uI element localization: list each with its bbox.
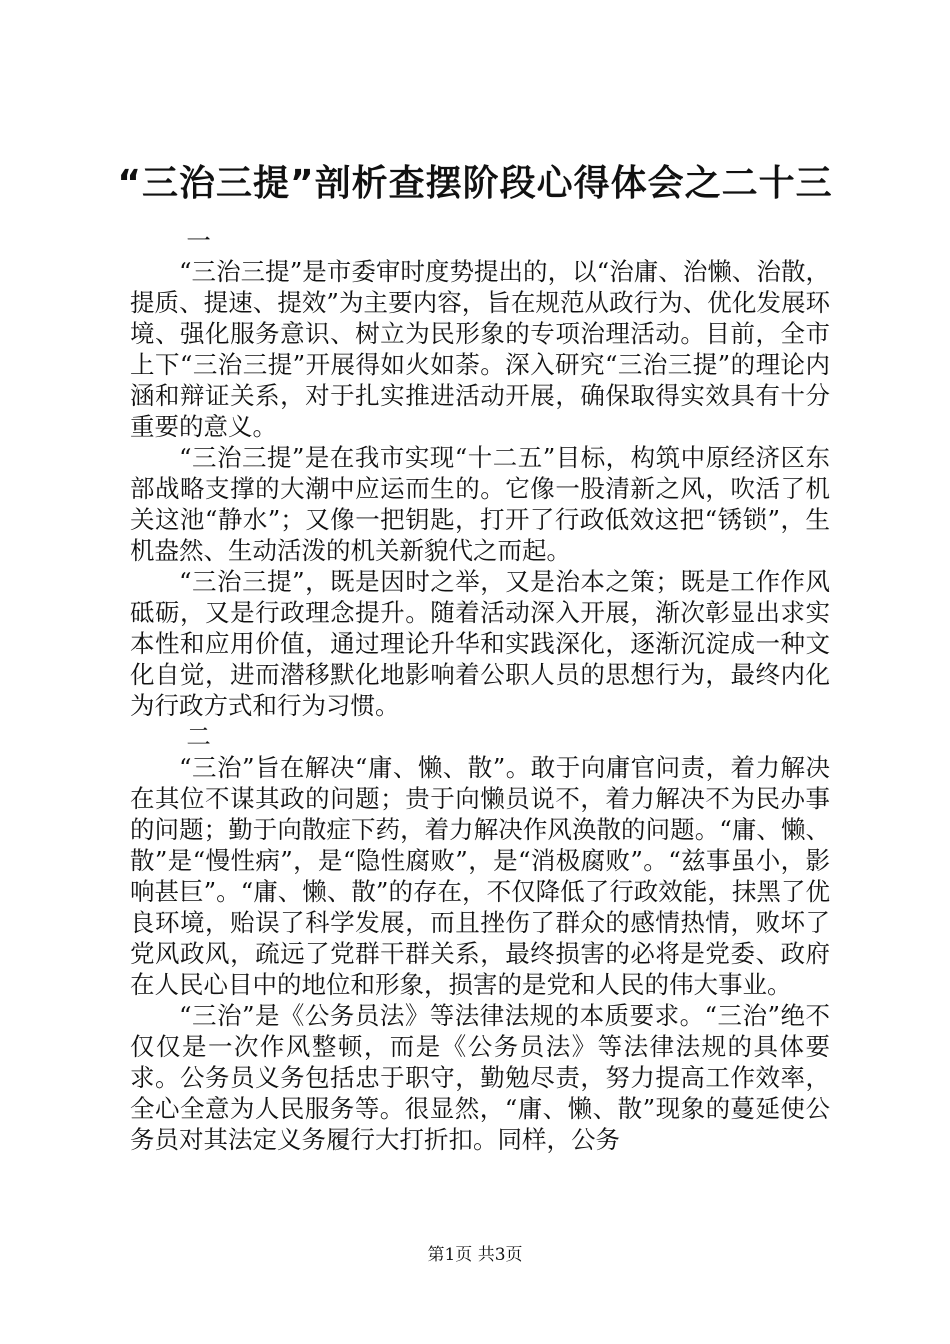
body-paragraph: “三治”旨在解决“庸、懒、散”。敢于向庸官问责，着力解决在其位不谋其政的问题；贵于向懒员说不，着力解决不为民办事的问题；勤于向散症下药，着力解决作风涣散的问题。“庸、懒、散”是“慢性病”，是“隐性腐败”，是“消极腐败”。“兹事虽小，影响甚巨”。“庸、懒、散”的存在，不仅降低了行政效能，抹黑了优良环境，贻误了科学发展，而且挫伤了群众的感情热情，败坏了党风政风，疏远了党群干群关系，最终损害的必将是党委、政府在人民心目中的地位和形象，损害的是党和人民的伟大事业。 xyxy=(130,753,830,999)
document-body xyxy=(130,225,830,1155)
body-paragraph: “三治三提”是在我市实现“十二五”目标，构筑中原经济区东部战略支撑的大潮中应运而生的。它像一股清新之风，吹活了机关这池“静水”；又像一把钥匙，打开了行政低效这把“锈锁”，生机盎然、生动活泼的机关新貌代之而起。 xyxy=(130,443,830,565)
body-paragraph: “三治”是《公务员法》等法律法规的本质要求。“三治”绝不仅仅是一次作风整顿，而是《公务员法》等法律法规的具体要求。公务员义务包括忠于职守，勤勉尽责，努力提高工作效率，全心全意为人民服务等。很显然，“庸、懒、散”现象的蔓延使公务员对其法定义务履行大打折扣。同样，公务 xyxy=(130,1001,830,1154)
body-paragraph: “三治三提”是市委审时度势提出的，以“治庸、治懒、治散，提质、提速、提效”为主要内容，旨在规范从政行为、优化发展环境、强化服务意识、树立为民形象的专项治理活动。目前，全市上下“三治三提”开展得如火如荼。深入研究“三治三提”的理论内涵和辩证关系，对于扎实推进活动开展，确保取得实效具有十分重要的意义。 xyxy=(130,257,830,441)
page-title: “三治三提”剖析查摆阶段心得体会之二十三 xyxy=(117,163,833,204)
section-marker-one: 一 xyxy=(186,226,211,255)
body-paragraph: “三治三提”，既是因时之举，又是治本之策；既是工作作风砥砺，又是行政理念提升。随着活动深入开展，渐次彰显出求实本性和应用价值，通过理论升华和实践深化，逐渐沉淀成一种文化自觉，进而潜移默化地影响着公职人员的思想行为，最终内化为行政方式和行为习惯。 xyxy=(130,567,830,720)
section-marker-two: 二 xyxy=(186,722,211,751)
page-footer: 第1页 共3页 xyxy=(427,1245,523,1265)
